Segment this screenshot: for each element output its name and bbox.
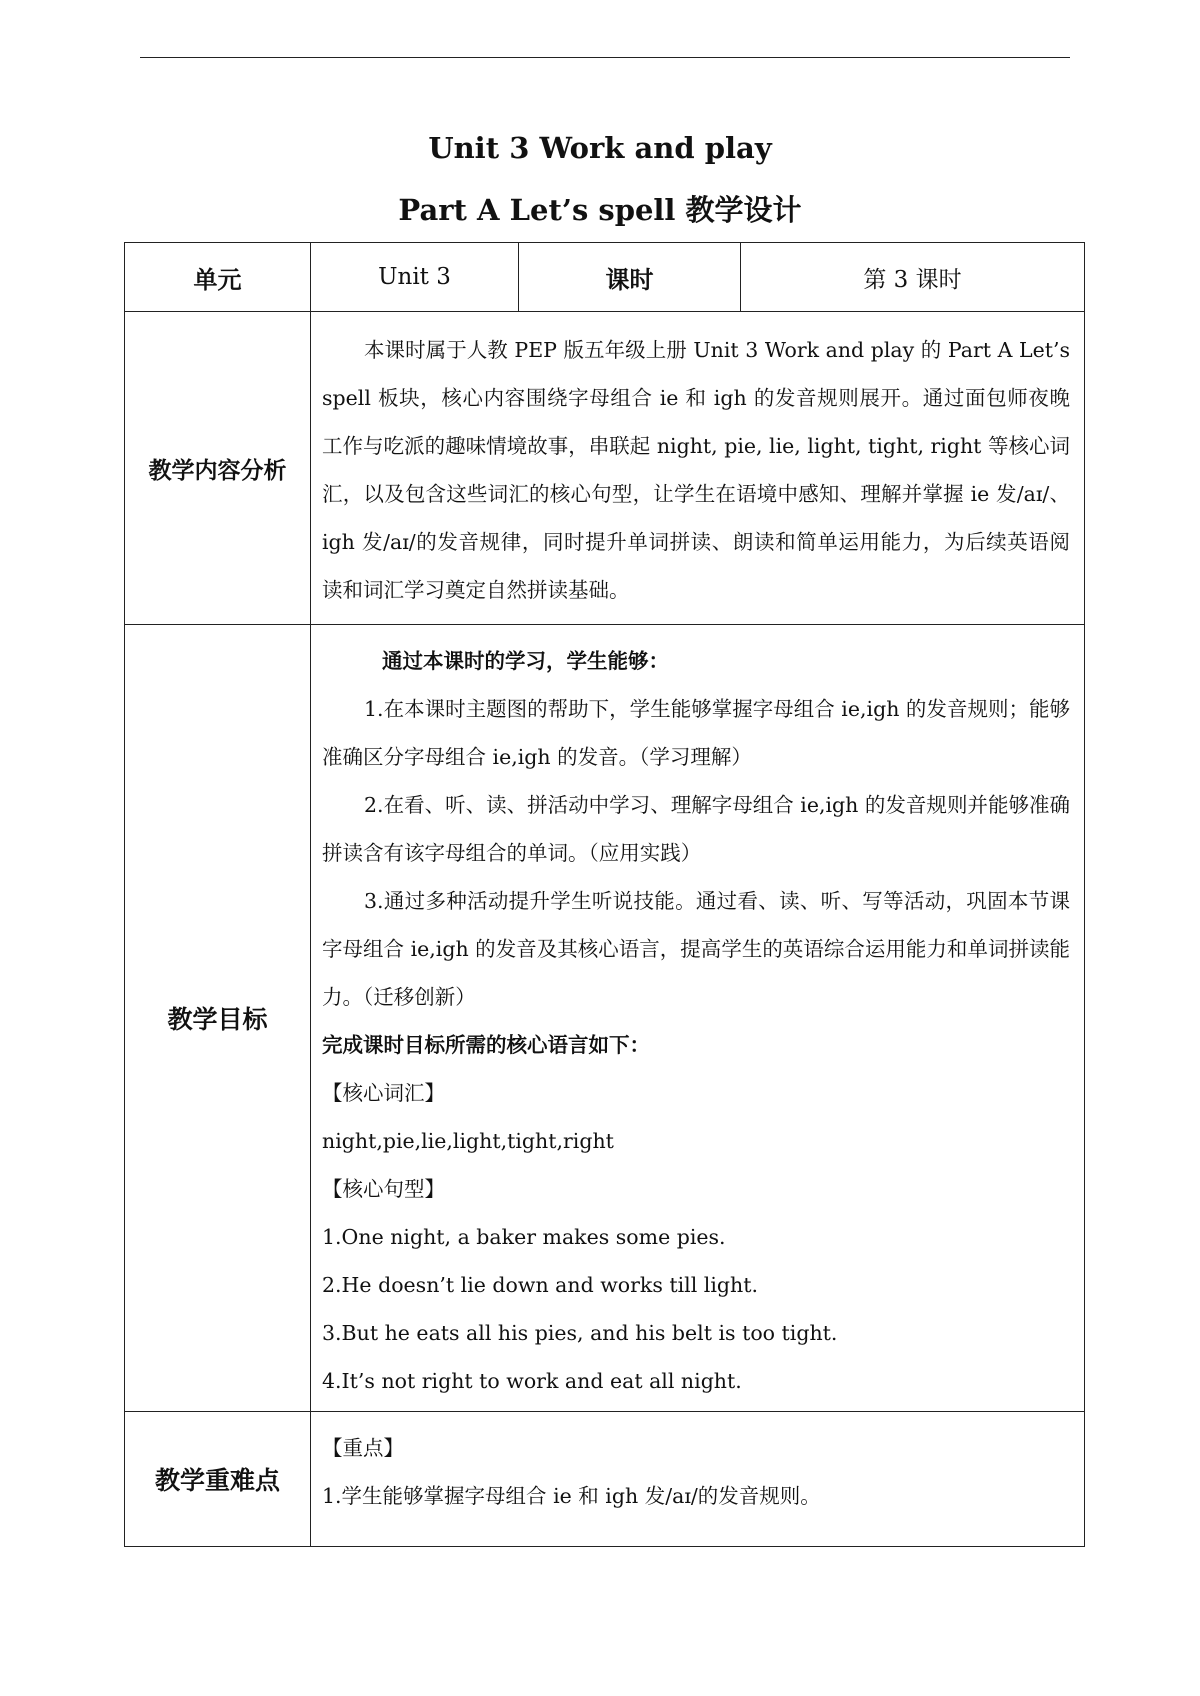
core-language-heading: 完成课时目标所需的核心语言如下：: [322, 1033, 650, 1057]
sentence-2: 2.He doesn’t lie down and works till light.: [322, 1273, 758, 1297]
goal-item-2: 2.在看、听、读、拼活动中学习、理解字母组合 ie,igh 的发音规则并能够准确拼读含有该字母组合的单词。（应用实践）: [322, 793, 1070, 865]
sentence-3: 3.But he eats all his pies, and his belt is too tight.: [322, 1321, 838, 1345]
goal-item-3: 3.通过多种活动提升学生听说技能。通过看、读、听、写等活动，巩固本节课字母组合 ie,igh 的发音及其核心语言，提高学生的英语综合运用能力和单词拼读能力。（迁移创新）: [322, 889, 1070, 1009]
period-label: 课时: [519, 243, 741, 312]
document-title: Unit 3 Work and play: [428, 131, 772, 165]
analysis-row: [125, 312, 1085, 625]
analysis-label: 教学内容分析: [125, 312, 311, 625]
header-rule: [140, 57, 1070, 58]
header-row: [125, 243, 1085, 312]
focus-cell: [311, 1412, 1085, 1547]
goals-intro: 通过本课时的学习，学生能够：: [382, 649, 669, 673]
lesson-plan-table: [124, 242, 1085, 1547]
analysis-cell: [311, 312, 1085, 625]
goal-item-1: 1.在本课时主题图的帮助下，学生能够掌握字母组合 ie,igh 的发音规则；能够准确区分字母组合 ie,igh 的发音。（学习理解）: [322, 697, 1070, 769]
sentence-4: 4.It’s not right to work and eat all night.: [322, 1369, 742, 1393]
sentence-1: 1.One night, a baker makes some pies.: [322, 1225, 726, 1249]
goals-cell: [311, 625, 1085, 1412]
key-heading: 【重点】: [322, 1436, 404, 1460]
sentences-heading: 【核心句型】: [322, 1177, 445, 1201]
focus-label: 教学重难点: [125, 1412, 311, 1547]
goals-row: [125, 625, 1085, 1412]
document-subtitle: Part A Let’s spell 教学设计: [398, 193, 802, 227]
vocab-list: night,pie,lie,light,tight,right: [322, 1129, 614, 1153]
goals-label: 教学目标: [125, 625, 311, 1412]
focus-row: [125, 1412, 1085, 1547]
vocab-heading: 【核心词汇】: [322, 1081, 445, 1105]
unit-value: Unit 3: [311, 243, 519, 312]
key-item-1: 1.学生能够掌握字母组合 ie 和 igh 发/aɪ/的发音规则。: [322, 1484, 821, 1508]
analysis-text: 本课时属于人教 PEP 版五年级上册 Unit 3 Work and play 的 Part A Let’s spell 板块，核心内容围绕字母组合 ie 和 igh 的发音规则展开。通过面包师夜晚工作与吃派的趣味情境故事，串联起 night, pie, lie, light, tight, right 等核心词汇，以及包含这些词汇的核心句型，让学生在语境中感知、理解并掌握 ie 发/aɪ/、igh 发/aɪ/的发音规律，同时提升单词拼读、朗读和简单运用能力，为后续英语阅读和词汇学习奠定自然拼读基础。: [322, 338, 1070, 602]
period-value: 第 3 课时: [741, 243, 1085, 312]
unit-label: 单元: [125, 243, 311, 312]
